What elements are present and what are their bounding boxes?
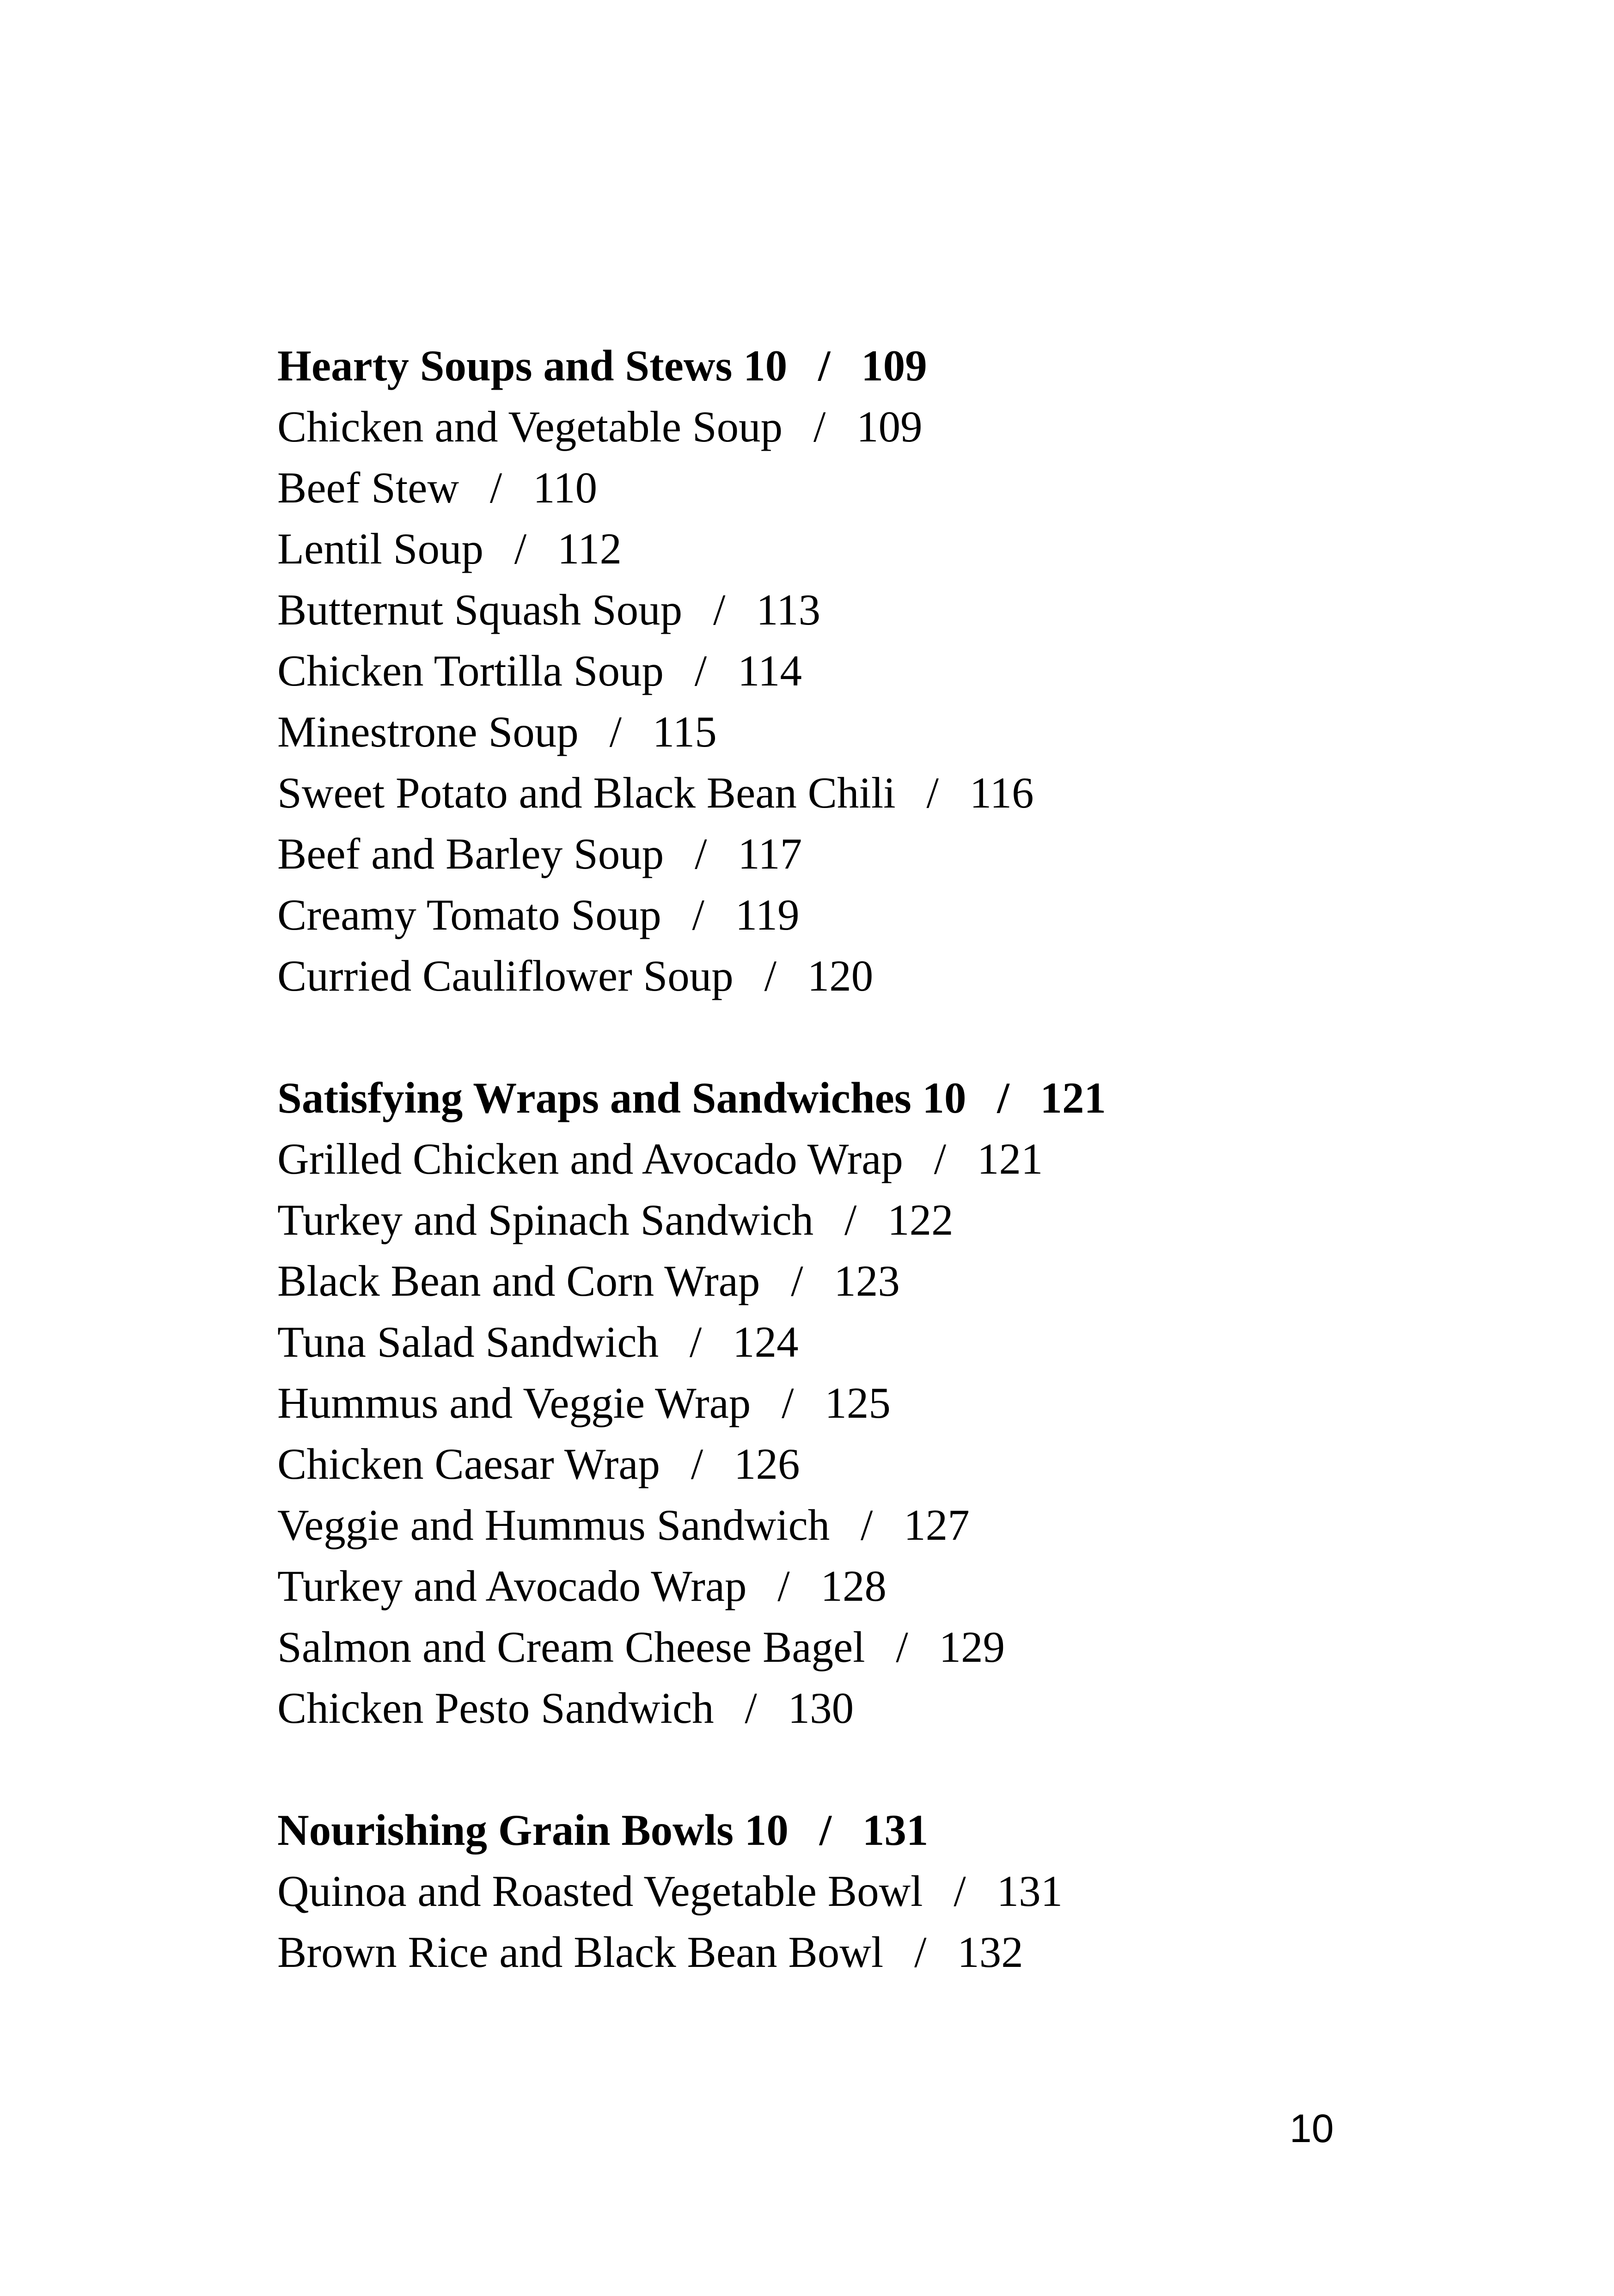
heading-page-number: 109 (861, 341, 927, 390)
toc-entry (277, 1189, 1525, 1250)
entry-page-number: 129 (939, 1623, 1005, 1671)
toc-entry (277, 701, 1525, 762)
separator: / (818, 341, 831, 390)
toc-entry (277, 518, 1525, 579)
toc-entry (277, 1311, 1525, 1372)
separator: / (861, 1500, 873, 1549)
separator: / (689, 1317, 702, 1366)
entry-page-number: 126 (734, 1439, 800, 1488)
section-heading (277, 335, 1525, 396)
entry-title: Quinoa and Roasted Vegetable Bowl (277, 1867, 923, 1916)
entry-title: Turkey and Spinach Sandwich (277, 1195, 814, 1244)
separator: / (694, 646, 707, 695)
entry-page-number: 122 (887, 1195, 954, 1244)
toc-entry (277, 1555, 1525, 1616)
separator: / (934, 1134, 947, 1183)
entry-page-number: 121 (977, 1134, 1043, 1183)
entry-page-number: 131 (997, 1867, 1063, 1916)
entry-title: Veggie and Hummus Sandwich (277, 1500, 830, 1549)
toc-entry (277, 640, 1525, 701)
separator: / (489, 463, 502, 512)
entry-title: Chicken and Vegetable Soup (277, 402, 783, 451)
entry-title: Beef Stew (277, 463, 459, 512)
toc-entry (277, 823, 1525, 884)
entry-page-number: 116 (969, 768, 1034, 817)
toc-entry (277, 1861, 1525, 1922)
separator: / (514, 524, 527, 573)
toc-entry (277, 884, 1525, 945)
toc-entry (277, 1922, 1525, 1983)
page-number: 10 (1290, 2106, 1334, 2151)
entry-title: Chicken Pesto Sandwich (277, 1684, 714, 1733)
section-heading (277, 1067, 1525, 1128)
separator: / (609, 707, 622, 756)
entry-title: Creamy Tomato Soup (277, 890, 661, 939)
separator: / (695, 829, 707, 878)
section-heading (277, 1800, 1525, 1861)
entry-title: Black Bean and Corn Wrap (277, 1256, 760, 1305)
entry-title: Curried Cauliflower Soup (277, 951, 734, 1000)
separator: / (777, 1561, 790, 1610)
entry-page-number: 109 (856, 402, 923, 451)
entry-page-number: 124 (733, 1317, 799, 1366)
entry-page-number: 114 (737, 646, 802, 695)
entry-title: Hummus and Veggie Wrap (277, 1378, 751, 1427)
entry-title: Butternut Squash Soup (277, 585, 683, 634)
entry-page-number: 115 (652, 707, 717, 756)
toc-entry (277, 1678, 1525, 1739)
toc-entry (277, 1494, 1525, 1555)
separator: / (819, 1806, 832, 1855)
entry-page-number: 110 (533, 463, 598, 512)
toc-entry (277, 762, 1525, 823)
entry-page-number: 127 (904, 1500, 970, 1549)
toc-entry (277, 1372, 1525, 1433)
toc-entry (277, 396, 1525, 457)
entry-page-number: 130 (788, 1684, 854, 1733)
entry-page-number: 112 (557, 524, 622, 573)
entry-title: Salmon and Cream Cheese Bagel (277, 1623, 865, 1671)
separator: / (997, 1073, 1009, 1122)
toc-entry (277, 457, 1525, 518)
toc-entry (277, 945, 1525, 1006)
toc-entry (277, 579, 1525, 640)
entry-title: Chicken Caesar Wrap (277, 1439, 660, 1488)
entry-page-number: 128 (820, 1561, 886, 1610)
entry-title: Sweet Potato and Black Bean Chili (277, 768, 896, 817)
toc-section-soups (277, 335, 1525, 1006)
entry-title: Tuna Salad Sandwich (277, 1317, 659, 1366)
entry-title: Turkey and Avocado Wrap (277, 1561, 747, 1610)
heading-page-number: 131 (862, 1806, 929, 1855)
entry-page-number: 120 (807, 951, 874, 1000)
entry-title: Minestrone Soup (277, 707, 579, 756)
separator: / (791, 1256, 803, 1305)
entry-title: Beef and Barley Soup (277, 829, 664, 878)
entry-title: Brown Rice and Black Bean Bowl (277, 1928, 884, 1977)
separator: / (691, 1439, 703, 1488)
separator: / (764, 951, 776, 1000)
separator: / (782, 1378, 794, 1427)
separator: / (713, 585, 726, 634)
separator: / (954, 1867, 966, 1916)
table-of-contents (277, 335, 1525, 1983)
toc-section-wraps (277, 1067, 1525, 1739)
toc-section-grain-bowls (277, 1800, 1525, 1983)
heading-title: Hearty Soups and Stews 10 (277, 341, 788, 390)
entry-page-number: 132 (957, 1928, 1023, 1977)
entry-title: Grilled Chicken and Avocado Wrap (277, 1134, 903, 1183)
entry-title: Lentil Soup (277, 524, 483, 573)
heading-title: Satisfying Wraps and Sandwiches 10 (277, 1073, 966, 1122)
heading-page-number: 121 (1040, 1073, 1107, 1122)
toc-entry (277, 1616, 1525, 1678)
entry-page-number: 113 (756, 585, 821, 634)
separator: / (692, 890, 704, 939)
entry-page-number: 117 (738, 829, 802, 878)
separator: / (914, 1928, 927, 1977)
toc-entry (277, 1433, 1525, 1494)
entry-page-number: 123 (834, 1256, 900, 1305)
separator: / (844, 1195, 857, 1244)
separator: / (926, 768, 939, 817)
entry-page-number: 125 (825, 1378, 891, 1427)
entry-title: Chicken Tortilla Soup (277, 646, 664, 695)
separator: / (896, 1623, 908, 1671)
toc-entry (277, 1250, 1525, 1311)
toc-entry (277, 1128, 1525, 1189)
entry-page-number: 119 (735, 890, 800, 939)
separator: / (745, 1684, 757, 1733)
heading-title: Nourishing Grain Bowls 10 (277, 1806, 789, 1855)
separator: / (813, 402, 826, 451)
